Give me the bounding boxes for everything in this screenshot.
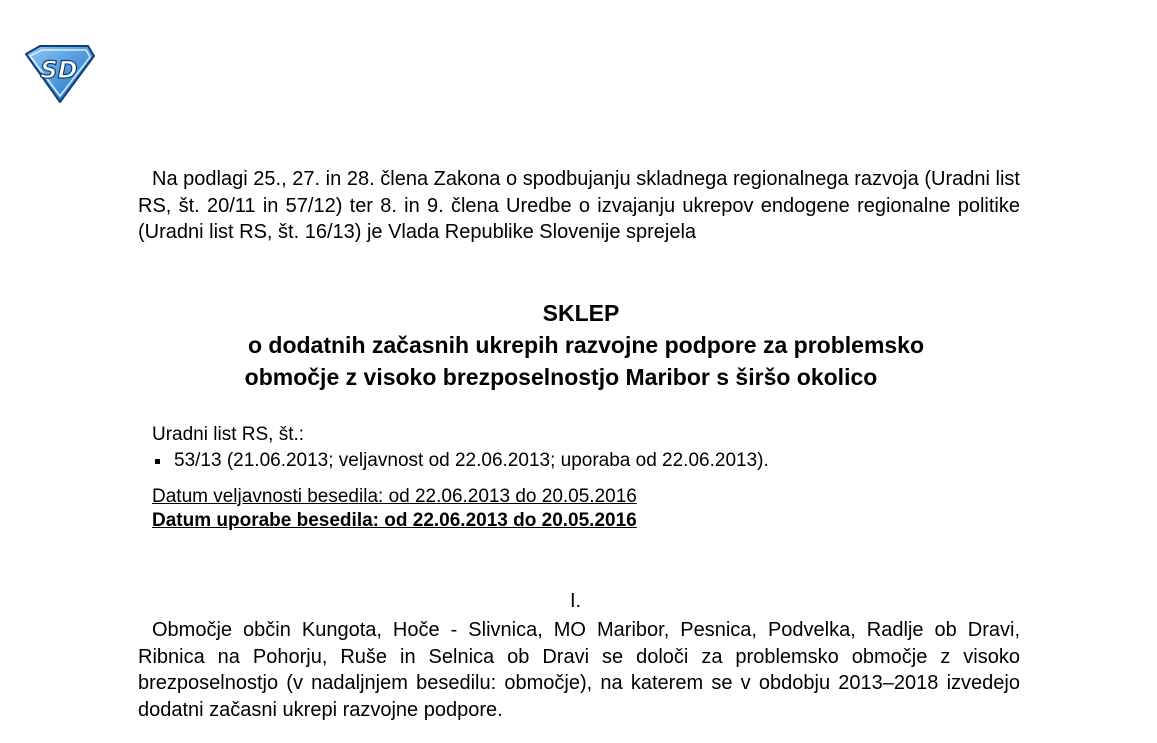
gazette-label: Uradni list RS, št.: [152,424,305,445]
title-subtitle-line1: o dodatnih začasnih ukrepih razvojne podpore za problemsko [247,332,925,358]
title-subtitle-line2: območje z visoko brezposelnostjo Maribor s širšo okolico [244,364,878,390]
logo-text: SD [40,56,78,84]
sd-shield-logo-icon [22,44,96,104]
title-heading: SKLEP [542,300,620,326]
gazette-item-text: 53/13 (21.06.2013; veljavnost od 22.06.2013; uporaba od 22.06.2013). [174,450,769,471]
section-number: I. [570,590,582,612]
bullet-icon [155,459,160,464]
gazette-item [152,448,769,474]
intro-paragraph: Na podlagi 25., 27. in 28. člena Zakona o spodbujanju skladnega regionalnega razvoja (Uradni list RS, št. 20/11 in 57/12) ter 8. in 9. člena Uredbe o izvajanju ukrepov endogene regionalne politike (Uradni list RS, št. 16/13) je Vlada Republike Slovenije sprejela [138,168,1020,243]
validity-date: Datum veljavnosti besedila: od 22.06.2013 do 20.05.2016 [152,486,637,507]
sd-logo-graphic [22,44,96,104]
gazette-reference [152,422,769,474]
section-paragraph: Območje občin Kungota, Hoče - Slivnica, MO Maribor, Pesnica, Podvelka, Radlje ob Dravi, Ribnica na Pohorju, Ruše in Selnica ob Dravi se določi za problemsko območje z visoko brezposelnostjo (v nadaljnjem besedilu: območje), na katerem se v obdobju 2013–2018 izvedejo dodatni začasni ukrepi razvojne podpore. [138,619,1020,721]
application-date: Datum uporabe besedila: od 22.06.2013 do 20.05.2016 [152,510,637,531]
text-dates [152,485,637,533]
document-title [138,297,1020,393]
